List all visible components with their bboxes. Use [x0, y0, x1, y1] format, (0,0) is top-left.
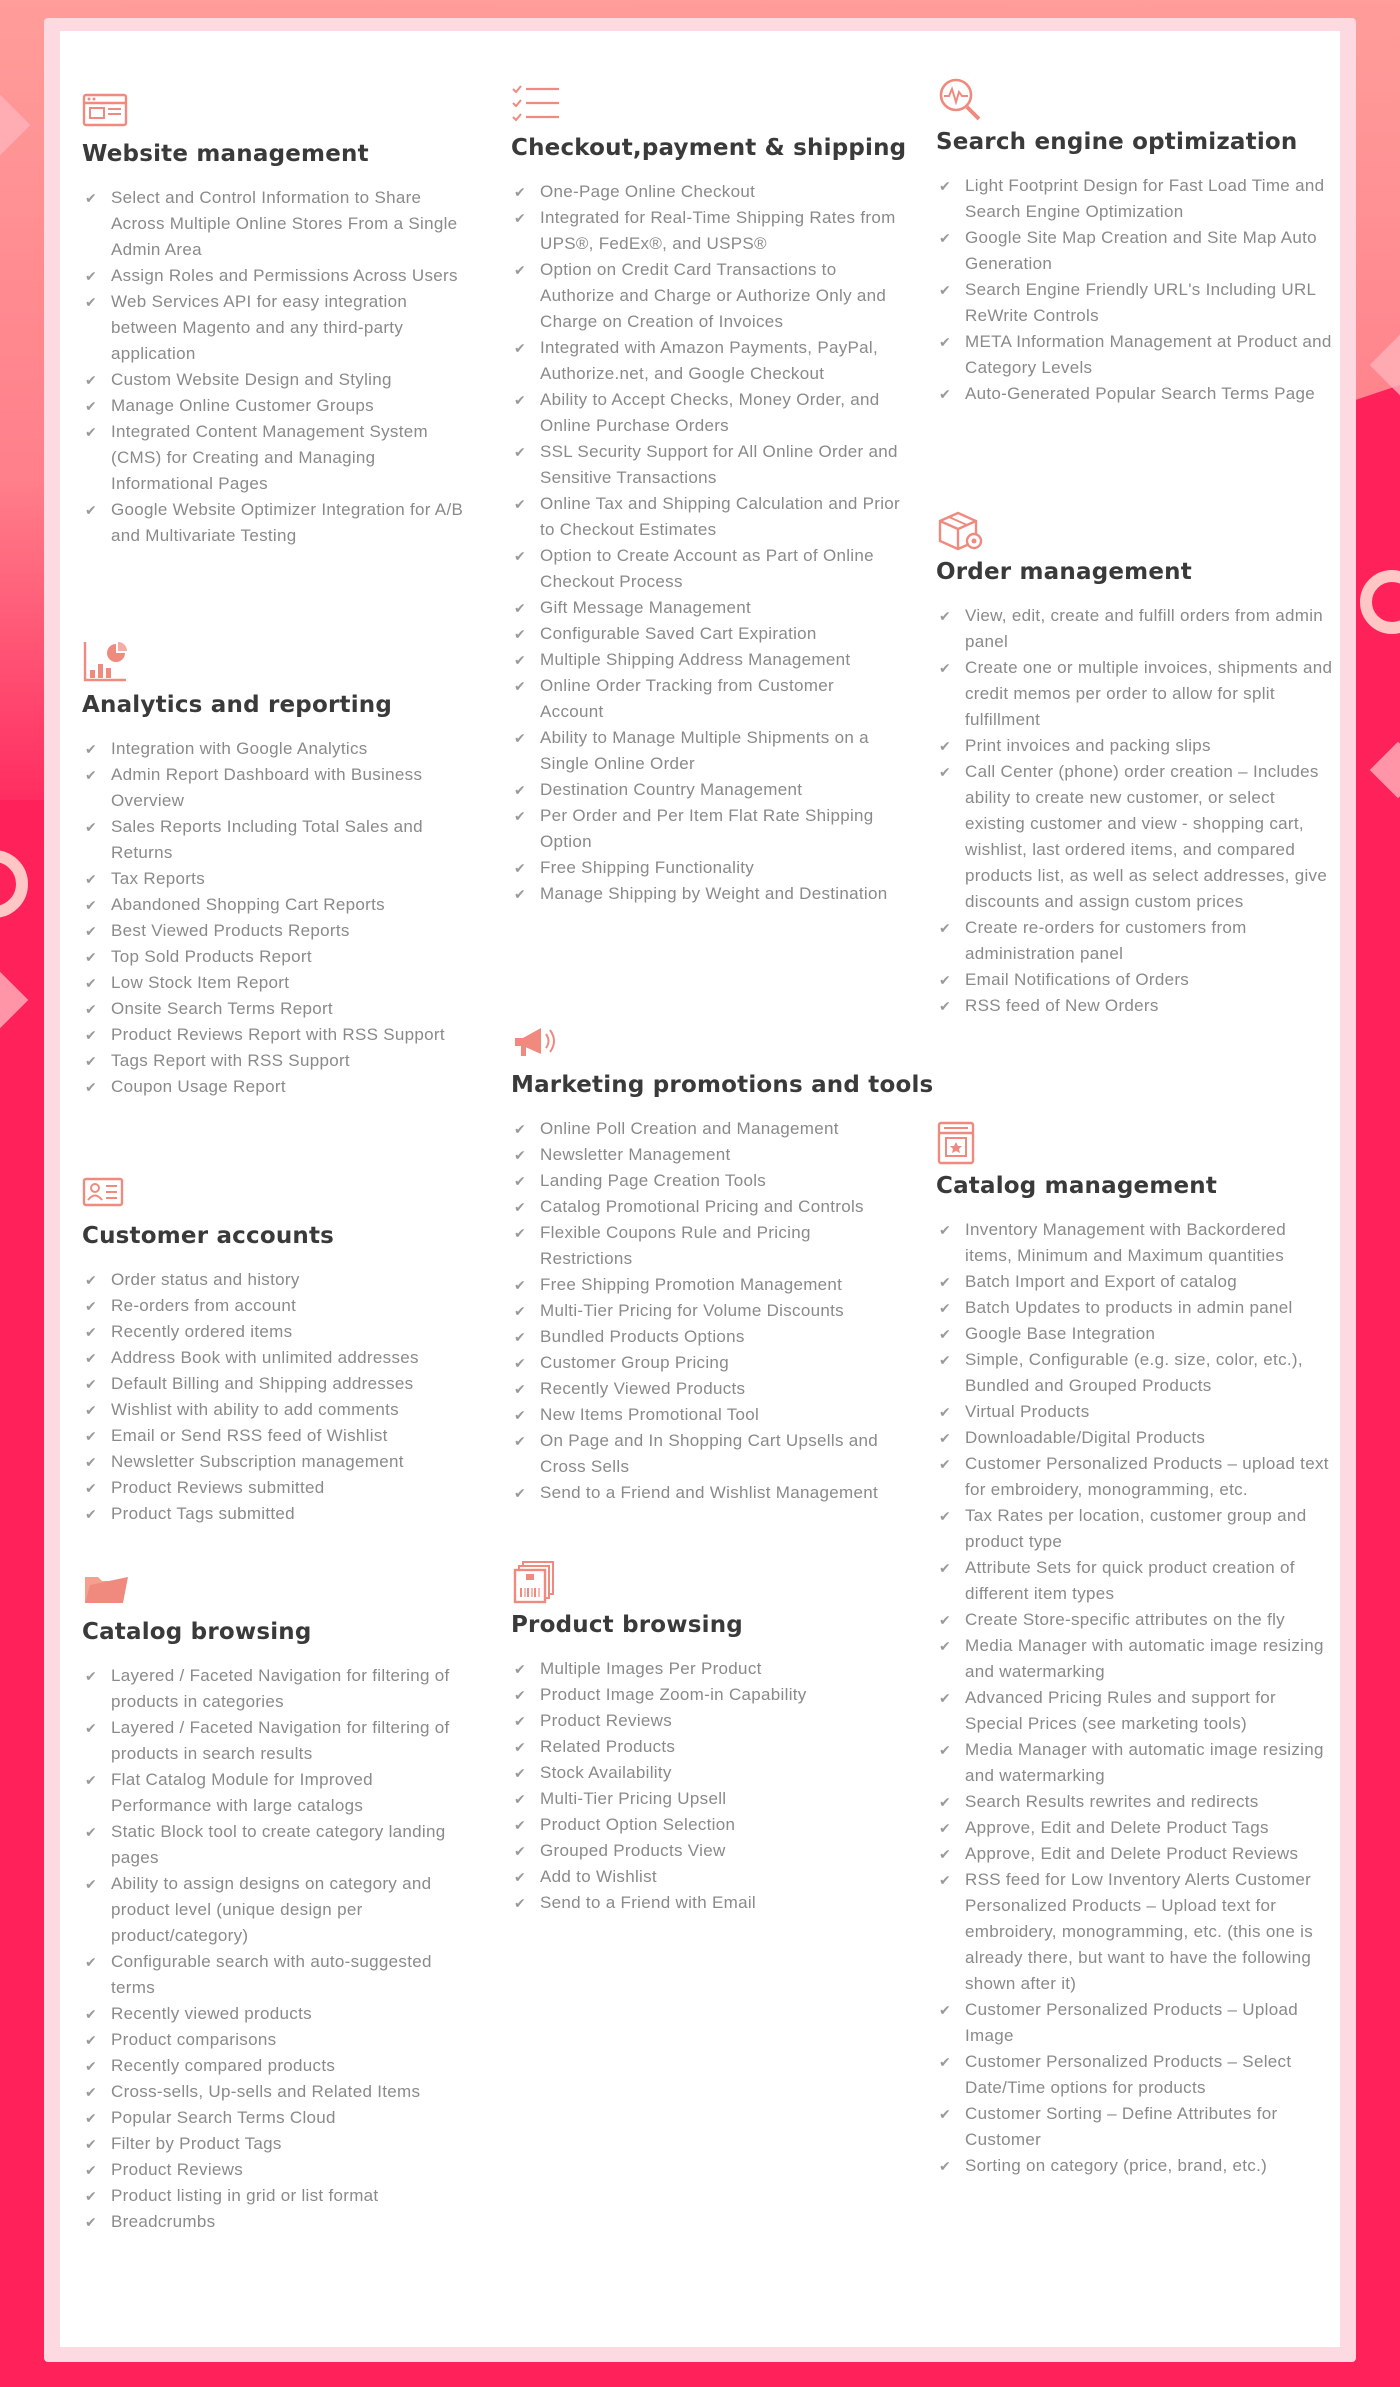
section-title: Order management [936, 559, 1192, 585]
list-item: ✔ Auto-Generated Popular Search Terms Page [936, 381, 1336, 407]
list-item: ✔ Google Website Optimizer Integration for A/B and Multivariate Testing [82, 497, 472, 549]
list-item: ✔ Recently Viewed Products [511, 1376, 901, 1402]
section-title: Customer accounts [82, 1223, 335, 1249]
list-item: ✔ Print invoices and packing slips [936, 733, 1336, 759]
list-item: ✔ Call Center (phone) order creation – Includes ability to create new customer, or select existing customer and view - shopping cart, wishlist, last ordered items, and compared products list, as well as select addresses, give discounts and assign custom prices [936, 759, 1336, 915]
list-item: ✔ Configurable Saved Cart Expiration [511, 621, 901, 647]
list-item: ✔ Filter by Product Tags [82, 2131, 472, 2157]
list-item: ✔ Search Engine Friendly URL's Including URL ReWrite Controls [936, 277, 1336, 329]
folder-icon [82, 1567, 134, 1611]
list-item: ✔ Newsletter Subscription management [82, 1449, 472, 1475]
feature-list [82, 736, 472, 1100]
list-item: ✔ Stock Availability [511, 1760, 901, 1786]
section-catalog-browsing [82, 1567, 472, 2235]
list-item: ✔ Flat Catalog Module for Improved Performance with large catalogs [82, 1767, 472, 1819]
list-item: ✔ Wishlist with ability to add comments [82, 1397, 472, 1423]
list-item: ✔ Onsite Search Terms Report [82, 996, 472, 1022]
list-item: ✔ Order status and history [82, 1267, 472, 1293]
list-item: ✔ Breadcrumbs [82, 2209, 472, 2235]
feature-list [82, 1663, 472, 2235]
list-item: ✔ Multi-Tier Pricing for Volume Discounts [511, 1298, 901, 1324]
section-title: Marketing promotions and tools [511, 1072, 934, 1098]
list-item: ✔ Select and Control Information to Share Across Multiple Online Stores From a Single Admin Area [82, 185, 472, 263]
section-analytics-reporting [82, 640, 472, 1100]
feature-list [82, 185, 472, 549]
feature-list [936, 173, 1336, 407]
feature-list [82, 1267, 472, 1527]
features-panel [60, 31, 1340, 2347]
list-item: ✔ Newsletter Management [511, 1142, 901, 1168]
list-item: ✔ New Items Promotional Tool [511, 1402, 901, 1428]
list-item: ✔ Media Manager with automatic image resizing and watermarking [936, 1737, 1336, 1789]
list-item: ✔ Product Image Zoom-in Capability [511, 1682, 901, 1708]
list-item: ✔ Search Results rewrites and redirects [936, 1789, 1336, 1815]
product-box-icon [511, 1560, 563, 1604]
list-item: ✔ Virtual Products [936, 1399, 1336, 1425]
list-item: ✔ Web Services API for easy integration between Magento and any third-party application [82, 289, 472, 367]
list-item: ✔ Grouped Products View [511, 1838, 901, 1864]
section-seo [936, 77, 1336, 407]
list-item: ✔ Send to a Friend with Email [511, 1890, 901, 1916]
checklist-icon [511, 83, 563, 127]
list-item: ✔ Customer Sorting – Define Attributes for Customer [936, 2101, 1336, 2153]
list-item: ✔ Integrated Content Management System (CMS) for Creating and Managing Informational Pages [82, 419, 472, 497]
list-item: ✔ Option to Create Account as Part of Online Checkout Process [511, 543, 901, 595]
list-item: ✔ Email Notifications of Orders [936, 967, 1336, 993]
list-item: ✔ Tax Rates per location, customer group and product type [936, 1503, 1336, 1555]
section-title: Catalog management [936, 1173, 1218, 1199]
list-item: ✔ Flexible Coupons Rule and Pricing Restrictions [511, 1220, 901, 1272]
list-item: ✔ Product Reviews [82, 2157, 472, 2183]
feature-list [936, 603, 1336, 1019]
list-item: ✔ Integrated with Amazon Payments, PayPal, Authorize.net, and Google Checkout [511, 335, 901, 387]
list-item: ✔ View, edit, create and fulfill orders from admin panel [936, 603, 1336, 655]
list-item: ✔ Inventory Management with Backordered items, Minimum and Maximum quantities [936, 1217, 1336, 1269]
feature-list [936, 1217, 1336, 2179]
list-item: ✔ Assign Roles and Permissions Across Users [82, 263, 472, 289]
list-item: ✔ Product Tags submitted [82, 1501, 472, 1527]
section-title: Checkout,payment & shipping [511, 135, 907, 161]
list-item: ✔ One-Page Online Checkout [511, 179, 901, 205]
list-item: ✔ Bundled Products Options [511, 1324, 901, 1350]
list-item: ✔ Free Shipping Functionality [511, 855, 901, 881]
list-item: ✔ Catalog Promotional Pricing and Controls [511, 1194, 901, 1220]
list-item: ✔ Multi-Tier Pricing Upsell [511, 1786, 901, 1812]
list-item: ✔ Multiple Images Per Product [511, 1656, 901, 1682]
list-item: ✔ Create re-orders for customers from administration panel [936, 915, 1336, 967]
list-item: ✔ Option on Credit Card Transactions to Authorize and Charge or Authorize Only and Charge on Creation of Invoices [511, 257, 901, 335]
list-item: ✔ Manage Online Customer Groups [82, 393, 472, 419]
section-title: Analytics and reporting [82, 692, 393, 718]
list-item: ✔ Cross-sells, Up-sells and Related Items [82, 2079, 472, 2105]
list-item: ✔ Advanced Pricing Rules and support for Special Prices (see marketing tools) [936, 1685, 1336, 1737]
list-item: ✔ Default Billing and Shipping addresses [82, 1371, 472, 1397]
catalog-page-icon [936, 1121, 988, 1165]
list-item: ✔ Approve, Edit and Delete Product Tags [936, 1815, 1336, 1841]
list-item: ✔ META Information Management at Product and Category Levels [936, 329, 1336, 381]
list-item: ✔ Product Reviews Report with RSS Support [82, 1022, 472, 1048]
browser-window-icon [82, 89, 134, 133]
list-item: ✔ Custom Website Design and Styling [82, 367, 472, 393]
list-item: ✔ SSL Security Support for All Online Order and Sensitive Transactions [511, 439, 901, 491]
list-item: ✔ Simple, Configurable (e.g. size, color, etc.), Bundled and Grouped Products [936, 1347, 1336, 1399]
list-item: ✔ Destination Country Management [511, 777, 901, 803]
list-item: ✔ Popular Search Terms Cloud [82, 2105, 472, 2131]
list-item: ✔ Recently ordered items [82, 1319, 472, 1345]
list-item: ✔ Product comparisons [82, 2027, 472, 2053]
list-item: ✔ Gift Message Management [511, 595, 901, 621]
list-item: ✔ Product listing in grid or list format [82, 2183, 472, 2209]
list-item: ✔ Ability to Manage Multiple Shipments on a Single Online Order [511, 725, 901, 777]
list-item: ✔ Layered / Faceted Navigation for filtering of products in categories [82, 1663, 472, 1715]
list-item: ✔ Tags Report with RSS Support [82, 1048, 472, 1074]
list-item: ✔ Low Stock Item Report [82, 970, 472, 996]
list-item: ✔ Google Site Map Creation and Site Map Auto Generation [936, 225, 1336, 277]
list-item: ✔ Recently compared products [82, 2053, 472, 2079]
list-item: ✔ Product Option Selection [511, 1812, 901, 1838]
list-item: ✔ Email or Send RSS feed of Wishlist [82, 1423, 472, 1449]
list-item: ✔ RSS feed for Low Inventory Alerts Customer Personalized Products – Upload text for embroidery, monogramming, etc. (this one is already there, but want to have the following shown after it) [936, 1867, 1336, 1997]
list-item: ✔ Ability to Accept Checks, Money Order, and Online Purchase Orders [511, 387, 901, 439]
section-title: Search engine optimization [936, 129, 1298, 155]
list-item: ✔ Create one or multiple invoices, shipments and credit memos per order to allow for split fulfillment [936, 655, 1336, 733]
list-item: ✔ Customer Personalized Products – upload text for embroidery, monogramming, etc. [936, 1451, 1336, 1503]
list-item: ✔ Create Store-specific attributes on the fly [936, 1607, 1336, 1633]
list-item: ✔ Integrated for Real-Time Shipping Rates from UPS®, FedEx®, and USPS® [511, 205, 901, 257]
list-item: ✔ Address Book with unlimited addresses [82, 1345, 472, 1371]
list-item: ✔ Send to a Friend and Wishlist Management [511, 1480, 901, 1506]
list-item: ✔ Sorting on category (price, brand, etc.) [936, 2153, 1336, 2179]
list-item: ✔ Customer Personalized Products – Upload Image [936, 1997, 1336, 2049]
feature-list [511, 1656, 901, 1916]
list-item: ✔ Online Order Tracking from Customer Account [511, 673, 901, 725]
list-item: ✔ Sales Reports Including Total Sales and Returns [82, 814, 472, 866]
list-item: ✔ Online Tax and Shipping Calculation and Prior to Checkout Estimates [511, 491, 901, 543]
section-checkout-payment-shipping [511, 83, 907, 907]
section-website-management [82, 89, 472, 549]
list-item: ✔ Tax Reports [82, 866, 472, 892]
megaphone-icon [511, 1020, 563, 1064]
feature-list [511, 179, 901, 907]
list-item: ✔ Add to Wishlist [511, 1864, 901, 1890]
section-marketing-promotions [511, 1020, 934, 1506]
list-item: ✔ Multiple Shipping Address Management [511, 647, 901, 673]
list-item: ✔ Admin Report Dashboard with Business Overview [82, 762, 472, 814]
list-item: ✔ Product Reviews [511, 1708, 901, 1734]
list-item: ✔ Free Shipping Promotion Management [511, 1272, 901, 1298]
list-item: ✔ Top Sold Products Report [82, 944, 472, 970]
section-catalog-management [936, 1121, 1336, 2179]
list-item: ✔ Customer Personalized Products – Select Date/Time options for products [936, 2049, 1336, 2101]
list-item: ✔ Manage Shipping by Weight and Destination [511, 881, 901, 907]
list-item: ✔ Customer Group Pricing [511, 1350, 901, 1376]
section-title: Catalog browsing [82, 1619, 312, 1645]
list-item: ✔ Product Reviews submitted [82, 1475, 472, 1501]
bar-chart-icon [82, 640, 134, 684]
list-item: ✔ Layered / Faceted Navigation for filtering of products in search results [82, 1715, 472, 1767]
list-item: ✔ Re-orders from account [82, 1293, 472, 1319]
section-order-management [936, 507, 1336, 1019]
list-item: ✔ Light Footprint Design for Fast Load Time and Search Engine Optimization [936, 173, 1336, 225]
list-item: ✔ Media Manager with automatic image resizing and watermarking [936, 1633, 1336, 1685]
list-item: ✔ Batch Import and Export of catalog [936, 1269, 1336, 1295]
list-item: ✔ Static Block tool to create category landing pages [82, 1819, 472, 1871]
list-item: ✔ Per Order and Per Item Flat Rate Shipping Option [511, 803, 901, 855]
list-item: ✔ Google Base Integration [936, 1321, 1336, 1347]
feature-list [511, 1116, 901, 1506]
list-item: ✔ Integration with Google Analytics [82, 736, 472, 762]
list-item: ✔ Ability to assign designs on category and product level (unique design per product/category) [82, 1871, 472, 1949]
list-item: ✔ Related Products [511, 1734, 901, 1760]
list-item: ✔ Batch Updates to products in admin panel [936, 1295, 1336, 1321]
list-item: ✔ RSS feed of New Orders [936, 993, 1336, 1019]
section-title: Website management [82, 141, 369, 167]
search-analytics-icon [936, 77, 988, 121]
list-item: ✔ Online Poll Creation and Management [511, 1116, 901, 1142]
list-item: ✔ Landing Page Creation Tools [511, 1168, 901, 1194]
list-item: ✔ Downloadable/Digital Products [936, 1425, 1336, 1451]
list-item: ✔ Coupon Usage Report [82, 1074, 472, 1100]
list-item: ✔ Best Viewed Products Reports [82, 918, 472, 944]
list-item: ✔ Recently viewed products [82, 2001, 472, 2027]
list-item: ✔ Approve, Edit and Delete Product Reviews [936, 1841, 1336, 1867]
list-item: ✔ Attribute Sets for quick product creation of different item types [936, 1555, 1336, 1607]
list-item: ✔ On Page and In Shopping Cart Upsells and Cross Sells [511, 1428, 901, 1480]
id-card-icon [82, 1171, 134, 1215]
list-item: ✔ Abandoned Shopping Cart Reports [82, 892, 472, 918]
section-product-browsing [511, 1560, 901, 1916]
section-customer-accounts [82, 1171, 472, 1527]
list-item: ✔ Configurable search with auto-suggested terms [82, 1949, 472, 2001]
section-title: Product browsing [511, 1612, 743, 1638]
package-gear-icon [936, 507, 988, 551]
